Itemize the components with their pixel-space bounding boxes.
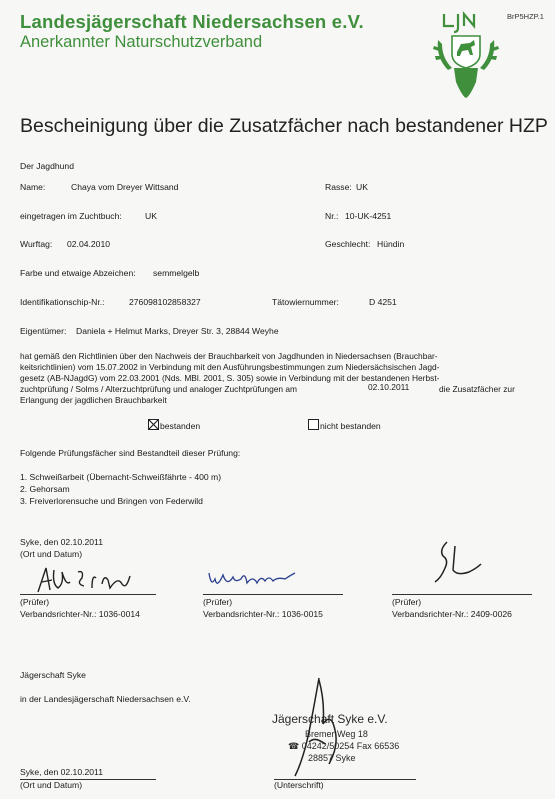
exam-date: 02.10.2011	[368, 382, 410, 392]
failed-option[interactable]	[308, 419, 381, 431]
breed-value: UK	[356, 182, 368, 192]
judge-1-caption: (Prüfer)	[20, 597, 50, 607]
chip-label: Identifikationschip-Nr.:	[20, 297, 105, 307]
signature-caption: (Unterschrift)	[274, 780, 324, 790]
document-code: BrP5HZP.1	[507, 12, 544, 21]
ljn-logo-icon	[430, 10, 502, 102]
organization-subtitle: Anerkannter Naturschutzverband	[20, 33, 263, 51]
paragraph-line-5: Erlangung der jagdlichen Brauchbarkeit	[20, 395, 167, 405]
stamp-name: Jägerschaft Syke e.V.	[272, 712, 388, 726]
paragraph-line-1: hat gemäß den Richtlinien über den Nachweis der Brauchbarkeit von Jagdhunden in Niedersachsen (Brauchbar-	[20, 351, 438, 361]
page-title: Bescheinigung über die Zusatzfächer nach bestandener HZP	[20, 115, 548, 137]
paragraph-line-3: gesetz (AB-NJagdG) vom 22.03.2001 (Nds. MBl. 2001, S. 305) sowie in Verbindung mit der bestandenen Herbst-	[20, 373, 440, 383]
studbook-label: eingetragen im Zuchtbuch:	[20, 211, 122, 221]
footer-place-date: Syke, den 02.10.2011	[20, 767, 103, 777]
section-label: Der Jagdhund	[20, 161, 74, 171]
passed-checkbox[interactable]	[148, 419, 159, 430]
color-label: Farbe und etwaige Abzeichen:	[20, 268, 136, 278]
judge-1-signature-icon	[30, 562, 150, 596]
paragraph-line-2: keitsrichtlinien) vom 15.07.2002 in Verbindung mit den Ausführungsbestimmungen zum Niedersächsischen Jagd-	[20, 362, 440, 372]
failed-label: nicht bestanden	[320, 421, 381, 431]
club-state: in der Landesjägerschaft Niedersachsen e.V.	[20, 694, 191, 704]
failed-checkbox[interactable]	[308, 419, 319, 430]
owner-value: Daniela + Helmut Marks, Dreyer Str. 3, 28844 Weyhe	[76, 326, 279, 336]
breed-label: Rasse:	[325, 182, 352, 192]
whelped-label: Wurftag:	[20, 239, 53, 249]
judge-2-signature-line	[203, 594, 343, 595]
club-name: Jägerschaft Syke	[20, 670, 86, 680]
place-date: Syke, den 02.10.2011	[20, 537, 103, 547]
passed-option[interactable]	[148, 419, 200, 431]
subject-item: 2. Gehorsam	[20, 484, 70, 494]
judge-1-number: Verbandsrichter-Nr.: 1036-0014	[20, 609, 140, 619]
tattoo-label: Tätowiernummer:	[272, 297, 339, 307]
subject-item: 1. Schweißarbeit (Übernacht-Schweißfährte - 400 m)	[20, 472, 222, 482]
judge-2-signature-icon	[205, 565, 300, 595]
tattoo-value: D 4251	[369, 297, 397, 307]
stamp-phone: ☎ 04242/50254 Fax 66536	[288, 741, 400, 751]
color-value: semmelgelb	[153, 268, 200, 278]
organization-name: Landesjägerschaft Niedersachsen e.V.	[20, 11, 364, 32]
footer-place-caption: (Ort und Datum)	[20, 780, 83, 790]
subject-item: 3. Freiverlorensuche und Bringen von Federwild	[20, 496, 203, 506]
subjects-intro: Folgende Prüfungsfächer sind Bestandteil dieser Prüfung:	[20, 448, 241, 458]
sex-label: Geschlecht:	[325, 239, 371, 249]
name-label: Name:	[20, 182, 46, 192]
owner-label: Eigentümer:	[20, 326, 67, 336]
club-signature-icon	[275, 672, 365, 782]
judge-2-caption: (Prüfer)	[203, 597, 233, 607]
nr-label: Nr.:	[325, 211, 339, 221]
judge-2-number: Verbandsrichter-Nr.: 1036-0015	[203, 609, 323, 619]
stamp-city: 28857 Syke	[308, 753, 356, 763]
nr-value: 10-UK-4251	[345, 211, 392, 221]
passed-label: bestanden	[160, 421, 201, 431]
name-value: Chaya vom Dreyer Wittsand	[71, 182, 179, 192]
judge-3-caption: (Prüfer)	[392, 597, 422, 607]
studbook-value: UK	[145, 211, 157, 221]
place-date-caption: (Ort und Datum)	[20, 549, 83, 559]
stamp-street: Bremer Weg 18	[305, 729, 368, 739]
judge-3-signature-icon	[425, 538, 485, 588]
paragraph-line-4: zuchtprüfung / Solms / Alterzuchtprüfung und analoger Zuchtprüfungen am	[20, 384, 298, 394]
paragraph-line-4-end: die Zusatzfächer zur	[439, 384, 515, 394]
judge-1-signature-line	[20, 594, 156, 595]
judge-3-number: Verbandsrichter-Nr.: 2409-0026	[392, 609, 512, 619]
whelped-value: 02.04.2010	[67, 239, 111, 249]
check-mark-icon	[148, 419, 159, 430]
sex-value: Hündin	[377, 239, 405, 249]
judge-3-signature-line	[392, 594, 532, 595]
chip-value: 276098102858327	[129, 297, 201, 307]
